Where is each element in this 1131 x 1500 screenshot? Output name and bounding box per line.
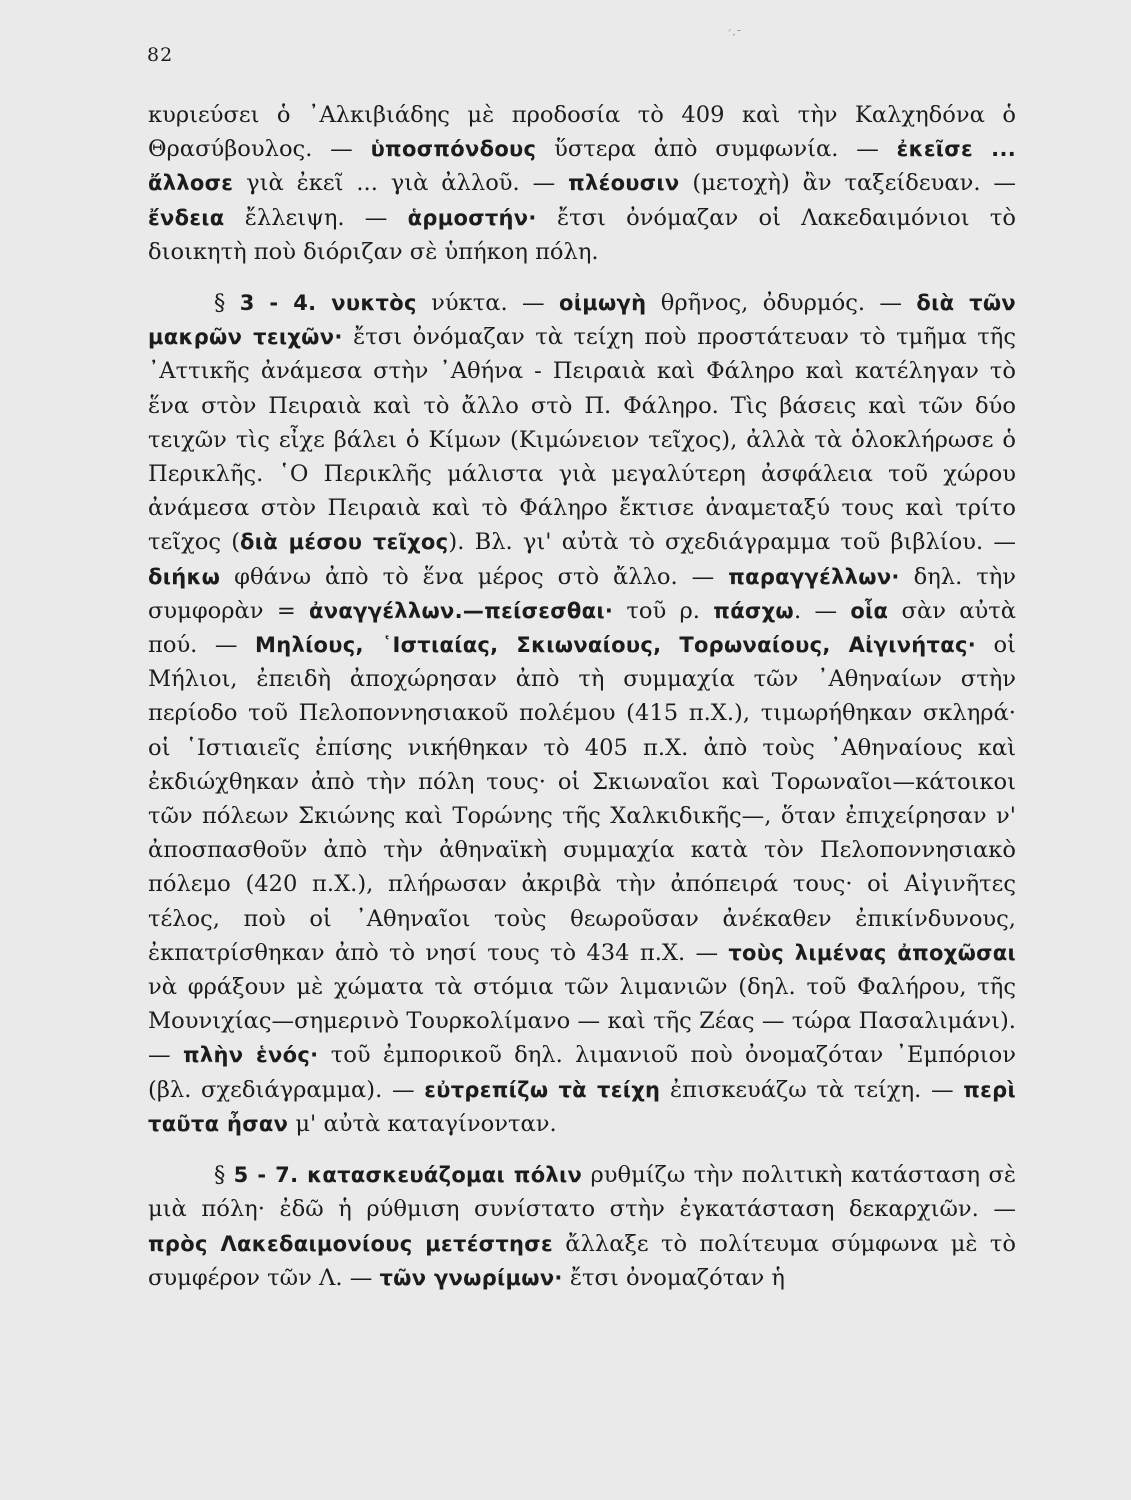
gloss-text: τοῦ ρ. (613, 597, 714, 624)
lemma: 3 - 4. νυκτὸς (239, 291, 417, 316)
ink-smudge: ˊ·ˉ (726, 28, 742, 42)
gloss-text: ὕστερα ἀπὸ συμφωνία. — (536, 136, 897, 163)
lemma: ἐκεῖσε ... ἄλλοσε (148, 137, 1016, 196)
lemma: οἰμωγὴ (558, 291, 647, 316)
lemma: διήκω (148, 564, 221, 589)
body-text (148, 98, 1016, 1295)
gloss-text: τοῦ ἐμπορικοῦ δηλ. λιμανιοῦ ποὺ ὀνομαζόταν ᾿Εμπόριον (βλ. σχεδιάγραμμα). — (148, 1042, 1017, 1103)
lemma: οἷα (850, 598, 889, 623)
paragraph-2 (148, 286, 1016, 1141)
lemma: πλὴν ἑνός· (182, 1043, 319, 1068)
lemma: πρὸς Λακεδαιμονίους μετέστησε (148, 1231, 553, 1256)
lemma: περὶ ταῦτα ἦσαν (148, 1077, 1016, 1136)
gloss-text: ). Βλ. γι' αὐτὰ τὸ σχεδιάγραμμα τοῦ βιβλίου. — (448, 529, 1016, 556)
lemma: παραγγέλλων· (728, 564, 900, 589)
gloss-text: οἱ Μήλιοι, ἐπειδὴ ἀποχώρησαν ἀπὸ τὴ συμμαχία τῶν ᾿Αθηναίων στὴν περίοδο τοῦ Πελοποννησιακοῦ πολέμου (415 π.Χ.), τιμωρήθηκαν σκληρά· οἱ ῾Ιστιαιεῖς ἐπίσης νικήθηκαν τὸ 405 π.Χ. ἀπὸ τοὺς ᾿Αθηναίους καὶ ἐκδιώχθηκαν ἀπὸ τὴν πόλη τους· οἱ Σκιωναῖοι καὶ Τορωναῖοι—κάτοικοι τῶν πόλεων Σκιώνης καὶ Τορώνης τῆς Χαλκιδικῆς—, ὅταν ἐπιχείρησαν ν' ἀποσπασθοῦν ἀπὸ τὴν ἀθηναϊκὴ συμμαχία κατὰ τὸν Πελοποννησιακὸ πόλεμο (420 π.Χ.), πλήρωσαν ἀκριβὰ τὴν ἀπόπειρά τους· οἱ Αἰγινῆτες τέλος, ποὺ οἱ ᾿Αθηναῖοι τοὺς θεωροῦσαν ἀνέκαθεν ἐπικίνδυνους, ἐκπατρίσθηκαν ἀπὸ τὸ νησί τους τὸ 434 π.Χ. — (148, 632, 1016, 966)
lemma: ἀναγγέλλων.—πείσεσθαι· (309, 598, 614, 623)
lemma: πλέουσιν (568, 171, 680, 196)
gloss-text: . — (793, 597, 851, 624)
lemma: τῶν γνωρίμων· (379, 1265, 563, 1290)
gloss-text: (μετοχὴ) ἂν ταξείδευαν. — (679, 170, 1016, 197)
gloss-text: ἄλλαξε τὸ πολίτευμα σύμφωνα μὲ τὸ συμφέρον τῶν Λ. — (148, 1230, 1016, 1291)
gloss-text: σὰν αὐτὰ πού. — (148, 597, 1016, 659)
gloss-text: μ' αὐτὰ καταγίνονταν. (288, 1110, 557, 1137)
gloss-text: κυριεύσει ὁ ᾿Αλκιβιάδης μὲ προδοσία τὸ 409 καὶ τὴν Καλχηδόνα ὁ Θρασύβουλος. — (148, 102, 1016, 163)
lemma: πάσχω (713, 598, 794, 623)
lemma: τοὺς λιμένας ἀποχῶσαι (728, 940, 1016, 965)
lemma: Μηλίους, ῾Ιστιαίας, Σκιωναίους, Τορωναίους, Αἰγινήτας· (255, 633, 976, 658)
lemma: διὰ τῶν μακρῶν τειχῶν· (148, 291, 1017, 350)
lemma: ἁρμοστήν· (407, 205, 537, 230)
gloss-text: ἔτσι ὀνόμαζαν τὰ τείχη ποὺ προστάτευαν τὸ τμῆμα τῆς ᾿Αττικῆς ἀνάμεσα στὴν ᾿Αθήνα - Πειραιὰ καὶ Φάληρο καὶ κατέληγαν τὸ ἕνα στὸν Πειραιὰ καὶ τὸ ἄλλο στὸ Π. Φάληρο. Τὶς βάσεις καὶ τῶν δύο τειχῶν τὶς εἶχε βάλει ὁ Κίμων (Κιμώνειον τεῖχος), ἀλλὰ τὰ ὁλοκλήρωσε ὁ Περικλῆς. ῾Ο Περικλῆς μάλιστα γιὰ μεγαλύτερη ἀσφάλεια τοῦ χώρου ἀνάμεσα στὸν Πειραιὰ καὶ τὸ Φάληρο ἔκτισε ἀναμεταξύ τους καὶ τρίτο τεῖχος ( (148, 324, 1016, 556)
lemma: διὰ μέσου τεῖχος (240, 530, 449, 555)
gloss-text: νὰ φράξουν μὲ χώματα τὰ στόμια τῶν λιμανιῶν (δηλ. τοῦ Φαλήρου, τῆς Μουνιχίας—σημερινὸ Τουρκολίμανο — καὶ τῆς Ζέας — τώρα Πασαλιμάνι). — (148, 974, 1016, 1069)
paragraph-3 (148, 1158, 1016, 1295)
lemma: ὑποσπόνδους (370, 137, 537, 162)
gloss-text: § (214, 290, 240, 317)
lemma: 5 - 7. κατασκευάζομαι πόλιν (233, 1163, 583, 1188)
gloss-text: φθάνω ἀπὸ τὸ ἕνα μέρος στὸ ἄλλο. — (220, 563, 729, 590)
paragraph-1 (148, 98, 1016, 269)
gloss-text: ἔτσι ὀνόμαζαν οἱ Λακεδαιμόνιοι τὸ διοικητὴ ποὺ διόριζαν σὲ ὑπήκοη πόλη. (148, 204, 1016, 265)
lemma: εὐτρεπίζω τὰ τείχη (424, 1077, 661, 1102)
gloss-text: ρυθμίζω τὴν πολιτικὴ κατάσταση σὲ μιὰ πόλη· ἐδῶ ἡ ρύθμιση συνίστατο στὴν ἐγκατάσταση δεκαρχιῶν. — (148, 1162, 1017, 1223)
gloss-text: ἔτσι ὀνομαζόταν ἡ (562, 1264, 785, 1291)
gloss-text: δηλ. τὴν συμφορὰν = (148, 563, 1016, 624)
gloss-text: ἔλλειψη. — (224, 204, 408, 231)
gloss-text: γιὰ ἐκεῖ ... γιὰ ἀλλοῦ. — (233, 170, 569, 197)
gloss-text: ἐπισκευάζω τὰ τείχη. — (660, 1076, 964, 1103)
gloss-text: § (214, 1162, 234, 1189)
gloss-text: θρῆνος, ὀδυρμός. — (646, 290, 917, 317)
page-number: 82 (147, 44, 174, 66)
lemma: ἔνδεια (148, 205, 225, 230)
gloss-text: νύκτα. — (416, 290, 559, 317)
